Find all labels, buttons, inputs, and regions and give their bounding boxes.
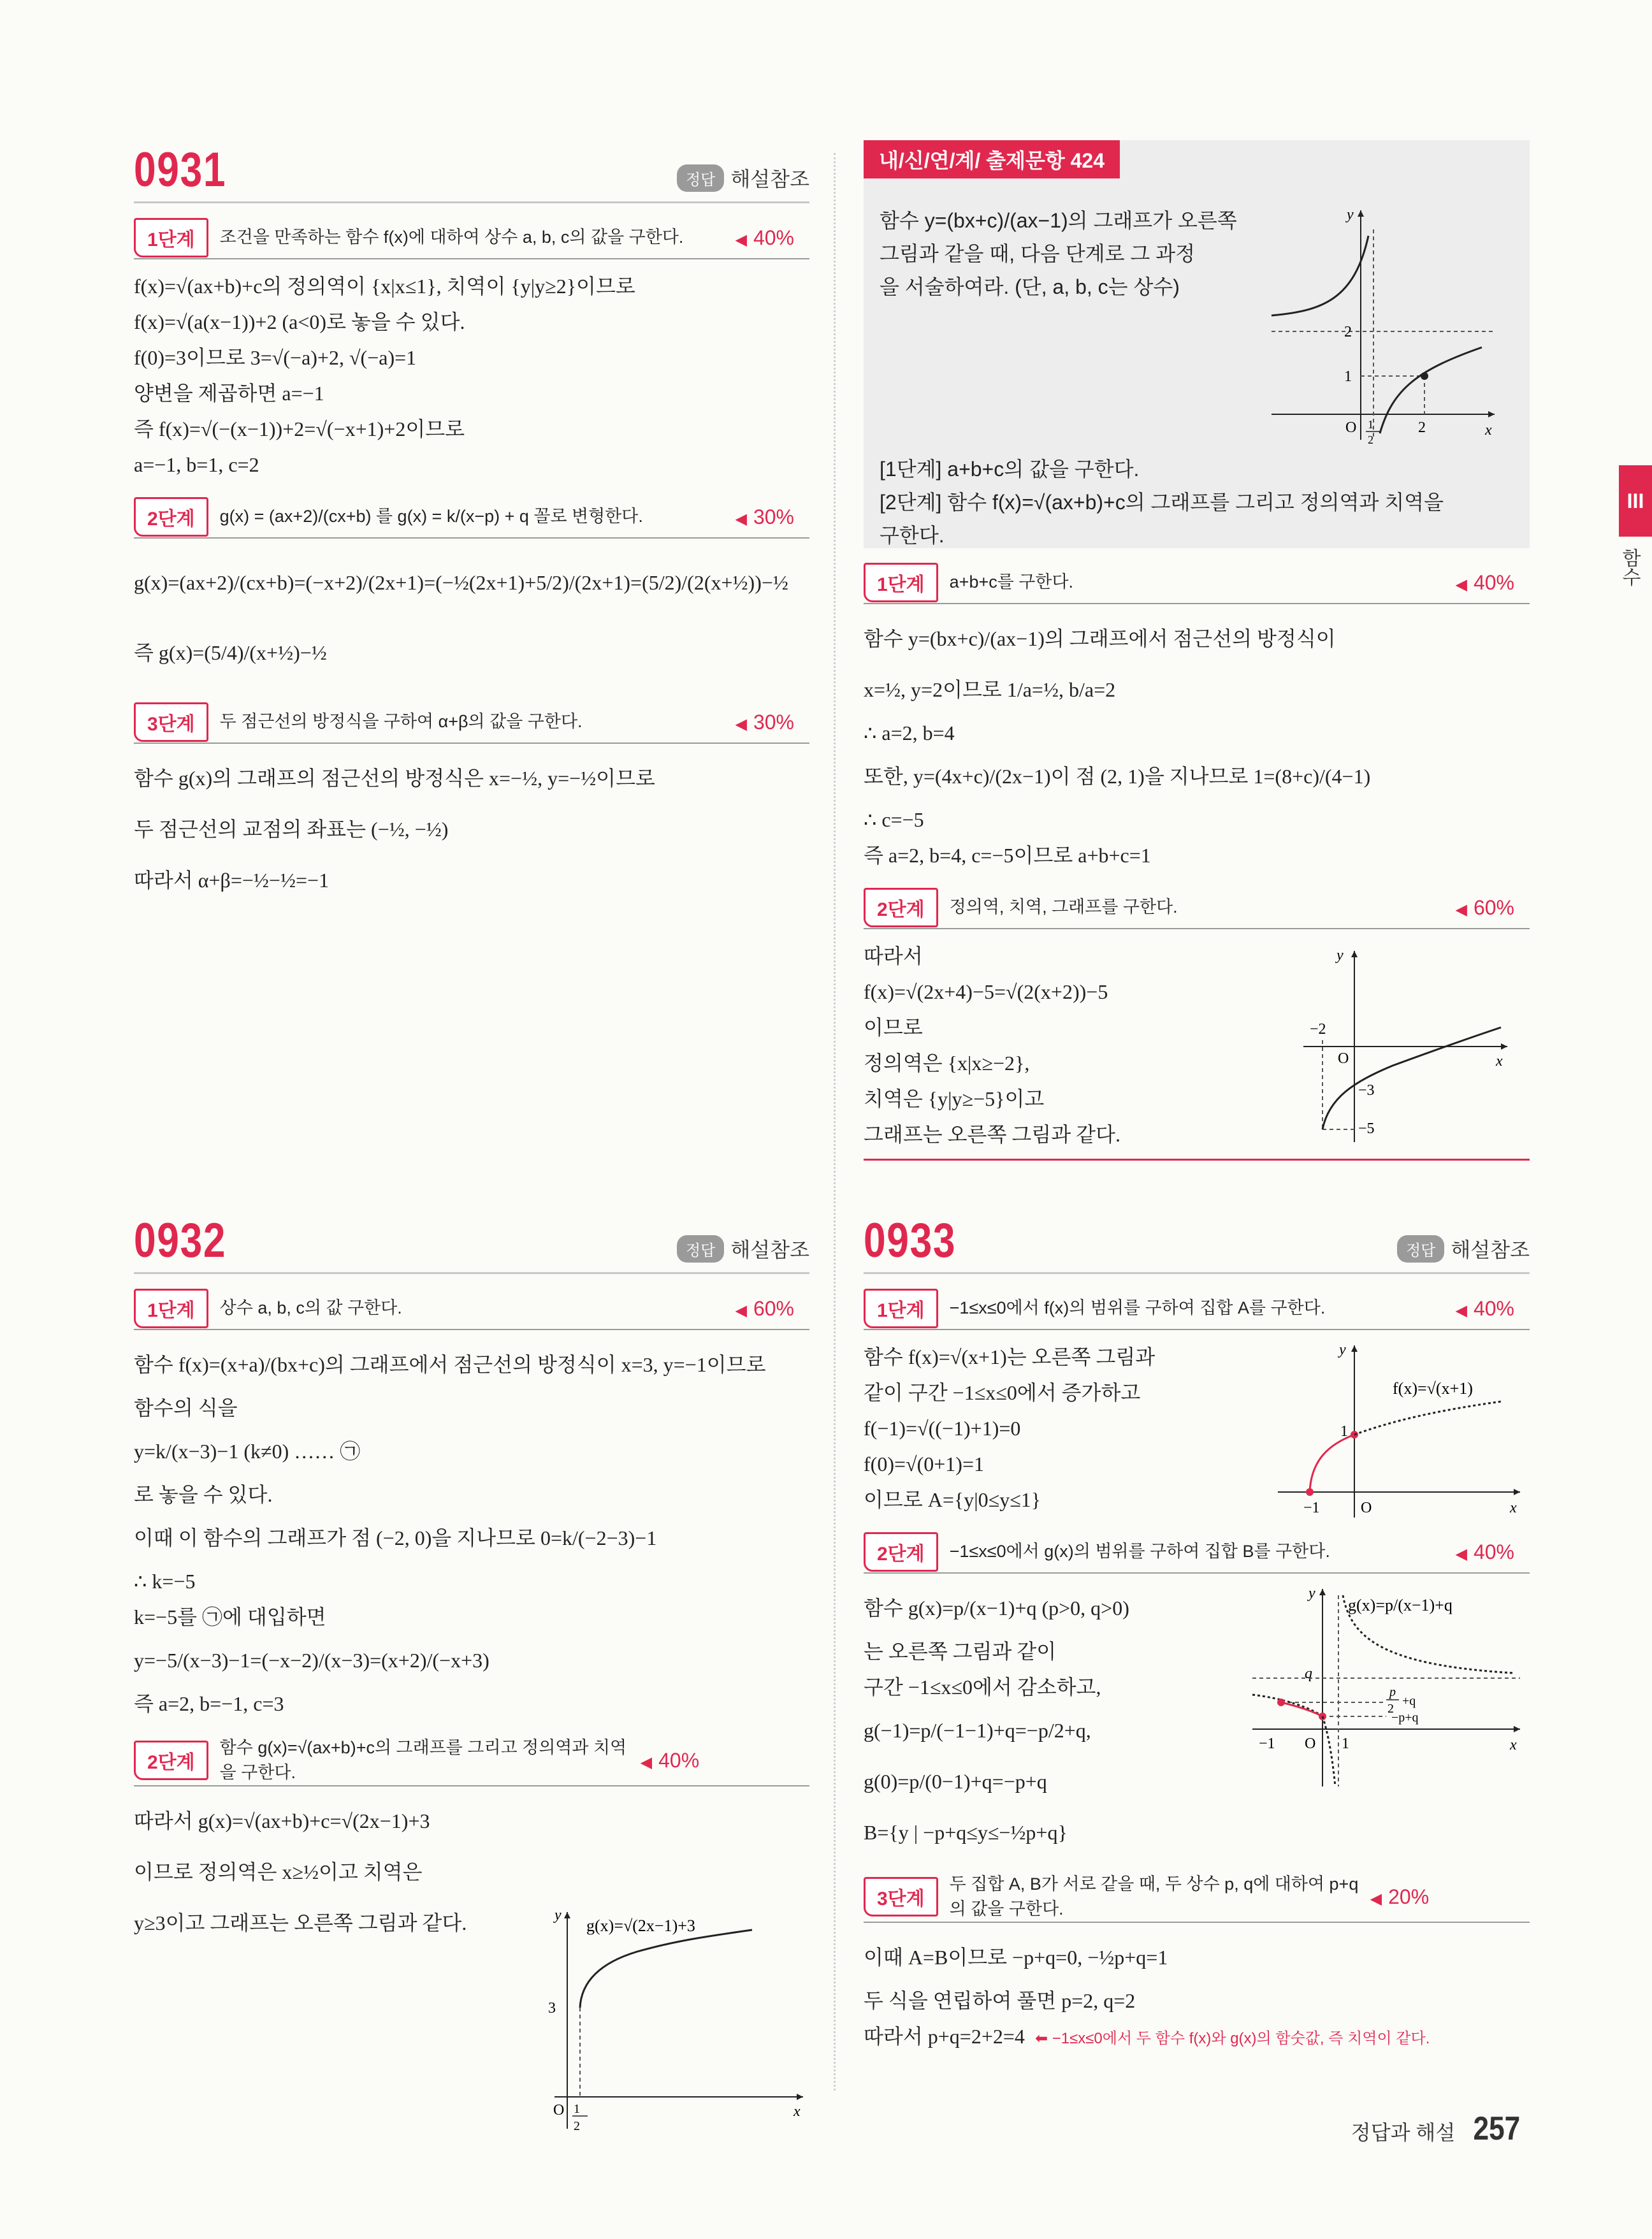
step-title: 정의역, 치역, 그래프를 구한다.: [949, 897, 1178, 917]
step-1-header: [864, 1288, 1530, 1330]
text-line: 구간 −1≤x≤0에서 감소하고,: [864, 1676, 1101, 1699]
step-tag: 1단계: [864, 1289, 938, 1328]
text-line: 이므로 A={y|0≤y≤1}: [864, 1488, 1041, 1511]
svg-text:y: y: [1337, 947, 1344, 964]
svg-text:−3: −3: [1358, 1082, 1375, 1099]
step-3-body: [864, 1932, 1530, 2057]
answer-ref: [1397, 1234, 1530, 1263]
svg-text:O: O: [1345, 419, 1357, 436]
svg-text:1: 1: [1368, 418, 1373, 431]
step-tag: 2단계: [864, 888, 938, 927]
step-title: 상수 a, b, c의 값 구한다.: [219, 1298, 402, 1318]
arrow-left-icon: ◀: [640, 1753, 653, 1771]
graph-label: g(x)=√(2x−1)+3: [586, 1917, 695, 1935]
svg-text:−1: −1: [1259, 1735, 1275, 1752]
text-line: a=−1, b=1, c=2: [134, 453, 259, 476]
text-line: 즉 a=2, b=4, c=−5이므로 a+b+c=1: [864, 844, 1151, 867]
svg-text:x: x: [1496, 1053, 1503, 1069]
text-line: 로 놓을 수 있다.: [134, 1483, 273, 1506]
graph-linked: [1259, 204, 1501, 446]
linked-problem-box: [864, 140, 1530, 548]
step-1-body: [864, 613, 1530, 873]
step-1-header: [134, 1288, 809, 1330]
arrow-left-icon: ◀: [735, 1301, 747, 1319]
text-line: ∴ a=2, b=4: [864, 721, 955, 744]
graph-0933-g: [1246, 1583, 1526, 1793]
text-line: 양변을 제곱하면 a=−1: [134, 382, 324, 405]
step-1-body: [134, 1339, 809, 1721]
text-line: [2단계] 함수 f(x)=√(ax+b)+c의 그래프를 그리고 정의역과 치역을: [880, 491, 1444, 514]
step-percent: [1455, 1540, 1530, 1564]
svg-text:−p+q: −p+q: [1391, 1711, 1419, 1725]
problem-number: 0931: [134, 143, 227, 197]
svg-text:y: y: [554, 1907, 562, 1924]
percent-value: 40%: [1473, 1540, 1514, 1563]
svg-text:x: x: [1510, 1737, 1517, 1753]
text-line: 함수 f(x)=(x+a)/(bx+c)의 그래프에서 점근선의 방정식이 x=3, y=−1이므로: [134, 1353, 766, 1376]
arrow-left-icon: ◀: [1455, 576, 1467, 593]
problem-number: 0933: [864, 1214, 957, 1268]
graph-label: f(x)=√(x+1): [1393, 1379, 1473, 1398]
arrow-left-icon: ◀: [1455, 1301, 1467, 1319]
step-1-body: [134, 268, 809, 482]
percent-value: 40%: [1473, 570, 1514, 594]
text-line: 두 점근선의 교점의 좌표는 (−½, −½): [134, 818, 449, 841]
svg-text:x: x: [793, 2103, 801, 2120]
text-line: 함수 g(x)=p/(x−1)+q (p>0, q>0): [864, 1597, 1129, 1619]
answer-badge: 정답: [1397, 1235, 1444, 1263]
text-line: y=k/(x−3)−1 (k≠0) …… ㉠: [134, 1440, 361, 1463]
step-tag: 2단계: [134, 497, 208, 537]
column-divider: [834, 153, 836, 2090]
text-line: 그래프는 오른쪽 그림과 같다.: [864, 1123, 1120, 1146]
text-line: 함수의 식을: [134, 1396, 238, 1419]
svg-text:2: 2: [574, 2119, 580, 2133]
text-line: 따라서 α+β=−½−½=−1: [134, 869, 330, 892]
svg-text:O: O: [1361, 1500, 1372, 1516]
arrow-left-icon: ◀: [735, 231, 747, 249]
step-3-body: [134, 753, 809, 906]
text-line: f(x)=√(ax+b)+c의 정의역이 {x|x≤1}, 치역이 {y|y≥2}이므로: [134, 275, 635, 298]
percent-value: 20%: [1388, 1885, 1430, 1908]
text-line: 이때 A=B이므로 −p+q=0, −½p+q=1: [864, 1946, 1168, 1969]
chapter-tab: III: [1619, 465, 1652, 537]
text-line: [864, 2018, 1530, 2057]
page-number: 257: [1473, 2110, 1521, 2147]
step-2-header: [864, 1532, 1530, 1574]
chapter-name: 함수: [1619, 548, 1640, 586]
text-line: 정의역은 {x|x≥−2},: [864, 1052, 1030, 1075]
text-line: 이므로 정의역은 x≥½이고 치역은: [134, 1860, 423, 1884]
problem-0933: [864, 1211, 1530, 2057]
step-percent: [1370, 1885, 1445, 1909]
svg-text:2: 2: [1388, 1702, 1394, 1716]
step-tag: 1단계: [134, 218, 208, 257]
text-line: y≥3이고 그래프는 오른쪽 그림과 같다.: [134, 1911, 467, 1935]
problem-header: [134, 140, 809, 203]
svg-text:O: O: [553, 2102, 565, 2119]
answer-badge: 정답: [677, 164, 724, 192]
left-column: [134, 140, 809, 2133]
step-title: a+b+c를 구한다.: [949, 572, 1074, 592]
text-line: 구한다.: [880, 524, 945, 547]
percent-value: 60%: [1473, 895, 1514, 919]
text-line: 즉 g(x)=(5/4)/(x+½)−½: [134, 641, 327, 664]
answer-text: 해설참조: [730, 168, 809, 191]
text-line: x=½, y=2이므로 1/a=½, b/a=2: [864, 678, 1116, 701]
percent-value: 40%: [658, 1748, 700, 1772]
step-2-header: [134, 1735, 809, 1786]
svg-text:y: y: [1308, 1585, 1315, 1602]
text-line: 함수 g(x)의 그래프의 점근선의 방정식은 x=−½, y=−½이므로: [134, 767, 655, 790]
step-tag: 1단계: [134, 1289, 208, 1328]
answer-ref: [677, 1234, 809, 1263]
text-line: g(−1)=p/(−1−1)+q=−p/2+q,: [864, 1719, 1091, 1742]
text-line: 이므로: [864, 1016, 923, 1039]
graph-0932: [542, 1906, 809, 2135]
linked-problem-text: [880, 204, 1275, 303]
svg-text:2: 2: [1418, 419, 1426, 436]
answer-text: 해설참조: [730, 1238, 809, 1261]
arrow-left-icon: ◀: [735, 715, 747, 733]
step-percent: [735, 1297, 809, 1321]
step-title: −1≤x≤0에서 g(x)의 범위를 구하여 집합 B를 구한다.: [949, 1542, 1330, 1562]
step-tag: 3단계: [864, 1877, 938, 1917]
arrow-left-icon: ◀: [735, 510, 747, 528]
percent-value: 30%: [753, 505, 794, 528]
answer-text: 해설참조: [1451, 1238, 1530, 1261]
svg-text:3: 3: [548, 2000, 556, 2017]
percent-value: 40%: [753, 226, 794, 249]
svg-text:−5: −5: [1358, 1120, 1375, 1137]
problem-0932: [134, 1211, 809, 2133]
text-line: y=−5/(x−3)−1=(−x−2)/(x−3)=(x+2)/(−x+3): [134, 1649, 489, 1672]
footnote: ⬅ −1≤x≤0에서 두 함수 f(x)와 g(x)의 함숫값, 즉 치역이 같다.: [1034, 2030, 1430, 2048]
svg-text:O: O: [1338, 1050, 1349, 1067]
text-line: [1단계] a+b+c의 값을 구한다.: [880, 458, 1140, 481]
svg-text:p: p: [1389, 1685, 1396, 1699]
text-line: f(0)=3이므로 3=√(−a)+2, √(−a)=1: [134, 346, 417, 369]
text-line: ∴ k=−5: [134, 1570, 196, 1593]
text-line: 즉 f(x)=√(−(x−1))+2=√(−x+1)+2이므로: [134, 417, 465, 440]
text-line: 따라서: [864, 945, 923, 967]
text-line: 함수 y=(bx+c)/(ax−1)의 그래프가 오른쪽: [880, 209, 1237, 232]
page-footer: [1351, 2110, 1525, 2148]
section-rule: [864, 1159, 1530, 1161]
text-line: g(x)=(ax+2)/(cx+b)=(−x+2)/(2x+1)=(−½(2x+1)+5/2)/(2x+1)=(5/2)/(2(x+½))−½: [134, 571, 788, 594]
step-percent: [641, 1749, 715, 1772]
step-1-header: [864, 562, 1530, 604]
text-line: f(x)=√(a(x−1))+2 (a<0)로 놓을 수 있다.: [134, 310, 465, 333]
text-line: k=−5를 ㉠에 대입하면: [134, 1605, 326, 1628]
percent-value: 30%: [753, 710, 794, 734]
problem-0931: [134, 140, 809, 906]
step-2-body: [864, 938, 1530, 1152]
svg-text:1: 1: [1344, 368, 1352, 385]
answer-badge: 정답: [677, 1235, 724, 1263]
step-3-header: [864, 1872, 1530, 1923]
step-percent: [735, 505, 809, 529]
text-line: f(0)=√(0+1)=1: [864, 1453, 984, 1475]
svg-text:1: 1: [1342, 1735, 1349, 1752]
svg-text:−2: −2: [1310, 1021, 1326, 1038]
step-title: g(x) = (ax+2)/(cx+b) 를 g(x) = k/(x−p) + q 꼴로 변형한다.: [219, 507, 643, 526]
svg-text:2: 2: [1344, 324, 1352, 340]
text-line: 같이 구간 −1≤x≤0에서 증가하고: [864, 1381, 1141, 1404]
svg-text:x: x: [1510, 1500, 1517, 1516]
graph-linked-answer: [1297, 945, 1514, 1148]
percent-value: 60%: [753, 1296, 794, 1320]
text-line: f(−1)=√((−1)+1)=0: [864, 1417, 1021, 1440]
text-line: 그림과 같을 때, 다음 단계로 그 과정: [880, 242, 1196, 265]
arrow-left-icon: ◀: [1370, 1890, 1382, 1908]
step-percent: [1455, 896, 1530, 920]
linked-problem-steps: [880, 453, 1517, 552]
text-line: ∴ c=−5: [864, 808, 924, 831]
graph-0933-f: [1272, 1339, 1526, 1524]
text-line: 따라서 g(x)=√(ax+b)+c=√(2x−1)+3: [134, 1809, 430, 1833]
text-line: 치역은 {y|y≥−5}이고: [864, 1087, 1045, 1110]
arrow-left-icon: ◀: [1455, 901, 1467, 918]
svg-text:y: y: [1347, 207, 1354, 223]
step-2-header: [864, 887, 1530, 929]
svg-text:O: O: [1305, 1735, 1316, 1752]
problem-header: [134, 1211, 809, 1274]
text-line: 이때 이 함수의 그래프가 점 (−2, 0)을 지나므로 0=k/(−2−3)−1: [134, 1526, 657, 1549]
text-line: 는 오른쪽 그림과 같이: [864, 1640, 1057, 1663]
linked-problem-title: 내/신/연/계/ 출제문항 424: [864, 140, 1120, 178]
step-2-body: [864, 1583, 1530, 1858]
step-2-header: [134, 496, 809, 539]
footer-label: 정답과 해설: [1351, 2121, 1456, 2144]
step-title: 두 집합 A, B가 서로 같을 때, 두 상수 p, q에 대하여 p+q의 값을 구한다.: [949, 1874, 1359, 1919]
step-tag: 2단계: [134, 1741, 208, 1780]
svg-text:q: q: [1305, 1665, 1312, 1682]
svg-text:2: 2: [1368, 433, 1373, 446]
step-percent: [735, 711, 809, 734]
step-title: 함수 g(x)=√(ax+b)+c의 그래프를 그리고 정의역과 치역을 구한다.: [219, 1738, 627, 1783]
arrow-left-icon: ◀: [1455, 1545, 1467, 1563]
text-line: 두 식을 연립하여 풀면 p=2, q=2: [864, 1989, 1136, 2013]
step-title: −1≤x≤0에서 f(x)의 범위를 구하여 집합 A를 구한다.: [949, 1298, 1326, 1318]
answer-ref: [677, 163, 809, 192]
svg-text:1: 1: [574, 2102, 580, 2116]
right-column: [864, 140, 1530, 2048]
svg-text:1: 1: [1340, 1423, 1348, 1440]
text-line: 을 서술하여라. (단, a, b, c는 상수): [880, 275, 1180, 298]
problem-number: 0932: [134, 1214, 227, 1268]
final-answer: 따라서 p+q=2+2=4: [864, 2025, 1025, 2048]
step-2-body: [134, 547, 809, 688]
text-line: 함수 f(x)=√(x+1)는 오른쪽 그림과: [864, 1345, 1156, 1368]
problem-header: [864, 1211, 1530, 1274]
step-tag: 3단계: [134, 702, 208, 742]
step-percent: [735, 226, 809, 250]
step-1-header: [134, 217, 809, 259]
svg-text:+q: +q: [1402, 1694, 1416, 1708]
percent-value: 40%: [1473, 1296, 1514, 1320]
text-line: 함수 y=(bx+c)/(ax−1)의 그래프에서 점근선의 방정식이: [864, 627, 1336, 650]
text-line: B={y | −p+q≤y≤−½p+q}: [864, 1821, 1068, 1844]
svg-text:x: x: [1485, 422, 1492, 438]
svg-text:y: y: [1339, 1342, 1346, 1358]
svg-text:−1: −1: [1303, 1500, 1320, 1516]
step-tag: 2단계: [864, 1532, 938, 1572]
text-line: g(0)=p/(0−1)+q=−p+q: [864, 1770, 1047, 1793]
step-percent: [1455, 571, 1530, 595]
step-1-body: [864, 1339, 1530, 1518]
text-line: 또한, y=(4x+c)/(2x−1)이 점 (2, 1)을 지나므로 1=(8+c)/(4−1): [864, 765, 1371, 788]
step-title: 두 점근선의 방정식을 구하여 α+β의 값을 구한다.: [219, 712, 583, 732]
step-percent: [1455, 1297, 1530, 1321]
step-tag: 1단계: [864, 563, 938, 602]
graph-label: g(x)=p/(x−1)+q: [1348, 1596, 1453, 1614]
step-3-header: [134, 702, 809, 744]
step-title: 조건을 만족하는 함수 f(x)에 대하여 상수 a, b, c의 값을 구한다.: [219, 228, 684, 247]
text-line: 즉 a=2, b=−1, c=3: [134, 1692, 284, 1715]
text-line: f(x)=√(2x+4)−5=√(2(x+2))−5: [864, 980, 1108, 1003]
